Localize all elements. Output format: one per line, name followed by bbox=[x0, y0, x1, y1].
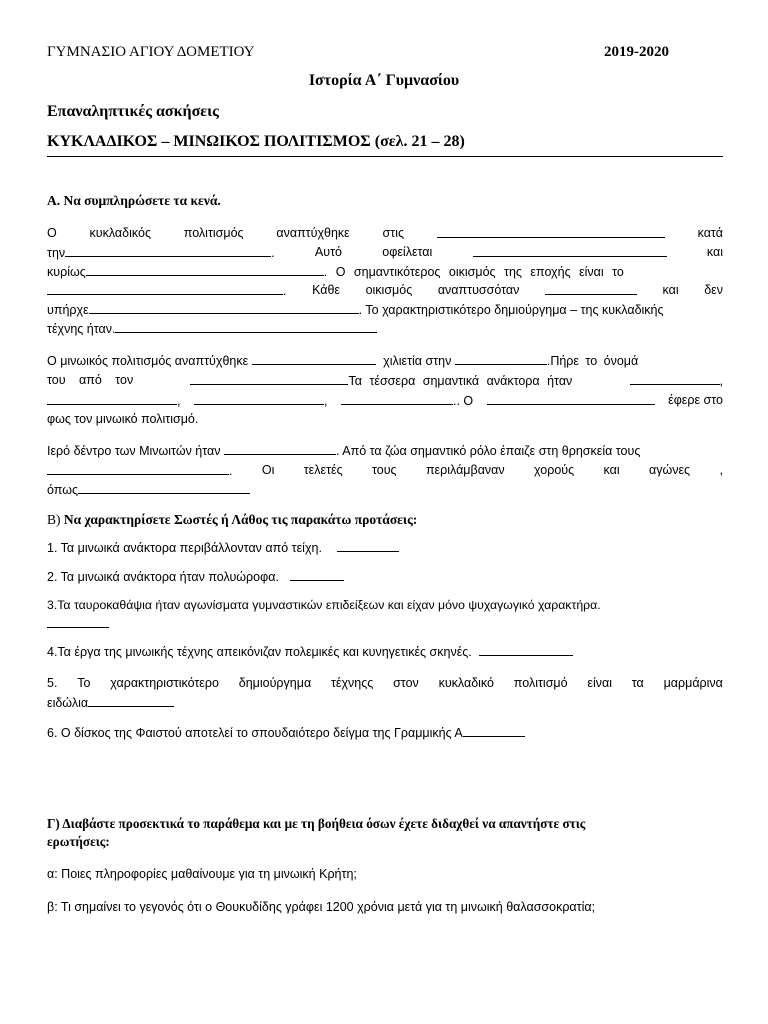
tf-question-6: 6. Ο δίσκος της Φαιστού αποτελεί το σπουδαιότερο δείγμα της Γραμμικής Α bbox=[47, 724, 525, 741]
blank-field[interactable] bbox=[224, 442, 336, 455]
blank-field[interactable] bbox=[341, 392, 453, 405]
worksheet-topic: ΚΥΚΛΑΔΙΚΟΣ – ΜΙΝΩΙΚΟΣ ΠΟΛΙΤΙΣΜΟΣ (σελ. 21 – 28) bbox=[47, 133, 465, 150]
blank-field[interactable] bbox=[86, 263, 324, 276]
blank-field[interactable] bbox=[47, 462, 229, 475]
blank-field[interactable] bbox=[630, 372, 720, 385]
blank-field[interactable] bbox=[487, 392, 655, 405]
p3-line-1: Ιερό δέντρο των Μινωιτών ήταν . Από τα ζώα σημαντικό ρόλο έπαιζε στη θρησκεία τους bbox=[47, 444, 641, 458]
p1-line-3: κυρίως . Ο σημαντικότερος οικισμός της εποχής είναι το bbox=[47, 265, 624, 279]
p1-line-4: . Κάθε οικισμός αναπτυσσόταν και δεν bbox=[47, 282, 723, 299]
p2-line-3: , , .. Ο έφερε στο bbox=[47, 392, 723, 409]
blank-field[interactable] bbox=[89, 301, 359, 314]
p1-line-5: υπήρχε . Το χαρακτηριστικότερο δημιούργημα – της κυκλαδικής bbox=[47, 303, 664, 317]
answer-blank[interactable] bbox=[479, 643, 573, 656]
tf-question-5-line-2: ειδώλια bbox=[47, 694, 174, 711]
section-b-title: Β) Να χαρακτηρίσετε Σωστές ή Λάθος τις παρακάτω προτάσεις: bbox=[47, 512, 418, 527]
answer-blank[interactable] bbox=[290, 568, 344, 581]
blank-field[interactable] bbox=[115, 320, 377, 333]
worksheet-subtitle: Επαναληπτικές ασκήσεις bbox=[47, 103, 219, 120]
blank-field[interactable] bbox=[252, 352, 376, 365]
tf-question-3-blank bbox=[47, 615, 109, 632]
section-a-title: Α. Να συμπληρώσετε τα κενά. bbox=[47, 193, 221, 208]
p2-line-4: φως τον μινωικό πολιτισμό. bbox=[47, 412, 199, 426]
tf-question-5: 5. Το χαρακτηριστικότερο δημιούργημα τέχνηςς στον κυκλαδικό πολιτισμό είναι τα μαρμάρινα bbox=[47, 676, 723, 690]
blank-field[interactable] bbox=[190, 372, 348, 385]
answer-blank[interactable] bbox=[463, 724, 525, 737]
tf-question-3: 3.Τα ταυροκαθάψια ήταν αγωνίσματα γυμναστικών επιδείξεων και είχαν μόνο ψυχαγωγικό χαρακτήρα. bbox=[47, 598, 601, 612]
blank-field[interactable] bbox=[78, 481, 250, 494]
blank-field[interactable] bbox=[455, 352, 547, 365]
section-c-title: Γ) Διαβάστε προσεκτικά το παράθεμα και με τη βοήθεια όσων έχετε διδαχθεί να απαντήστε στις bbox=[47, 816, 586, 831]
blank-field[interactable] bbox=[473, 244, 667, 257]
blank-field[interactable] bbox=[194, 392, 324, 405]
p3-line-2: . Οι τελετές τους περιλάμβαναν χορούς και αγώνες , bbox=[47, 462, 723, 479]
section-c-title-line-2: ερωτήσεις: bbox=[47, 834, 110, 849]
school-name: ΓΥΜΝΑΣΙΟ ΑΓΙΟΥ ΔΟΜΕΤΙΟΥ bbox=[47, 44, 255, 60]
blank-field[interactable] bbox=[47, 282, 283, 295]
answer-blank[interactable] bbox=[337, 539, 399, 552]
p3-line-3: όπως bbox=[47, 481, 723, 498]
tf-question-2: 2. Τα μινωικά ανάκτορα ήταν πολυώροφα. bbox=[47, 568, 344, 585]
blank-field[interactable] bbox=[47, 392, 177, 405]
answer-blank[interactable] bbox=[47, 615, 109, 628]
tf-question-4: 4.Τα έργα της μινωικής τέχνης απεικόνιζαν πολεμικές και κυνηγετικές σκηνές. bbox=[47, 643, 573, 660]
p2-line-2: του από τον Τα τέσσερα σημαντικά ανάκτορα ήταν , bbox=[47, 373, 723, 388]
tf-question-1: 1. Τα μινωικά ανάκτορα περιβάλλονταν από τείχη. bbox=[47, 539, 399, 556]
blank-field[interactable] bbox=[65, 244, 271, 257]
question-b: β: Τι σημαίνει το γεγονός ότι ο Θουκυδίδης γράφει 1200 χρόνια μετά για τη μινωική θαλασσοκρατία; bbox=[47, 900, 596, 914]
subject-title: Ιστορία Α΄ Γυμνασίου bbox=[308, 72, 460, 89]
header-divider bbox=[47, 156, 723, 157]
p1-line-6: τέχνης ήταν. bbox=[47, 320, 723, 337]
p1-line-1: Ο κυκλαδικός πολιτισμός αναπτύχθηκε στις κατά bbox=[47, 226, 723, 240]
question-a: α: Ποιες πληροφορίες μαθαίνουμε για τη μινωική Κρήτη; bbox=[47, 867, 357, 881]
blank-field[interactable] bbox=[545, 282, 637, 295]
blank-field[interactable] bbox=[437, 225, 665, 238]
p1-line-2: την . Αυτό οφείλεται και bbox=[47, 245, 723, 260]
school-year: 2019-2020 bbox=[604, 44, 669, 60]
p2-line-1: Ο μινωικός πολιτισμός αναπτύχθηκε χιλιετία στην .Πήρε το όνομά bbox=[47, 354, 639, 368]
answer-blank[interactable] bbox=[88, 694, 174, 707]
